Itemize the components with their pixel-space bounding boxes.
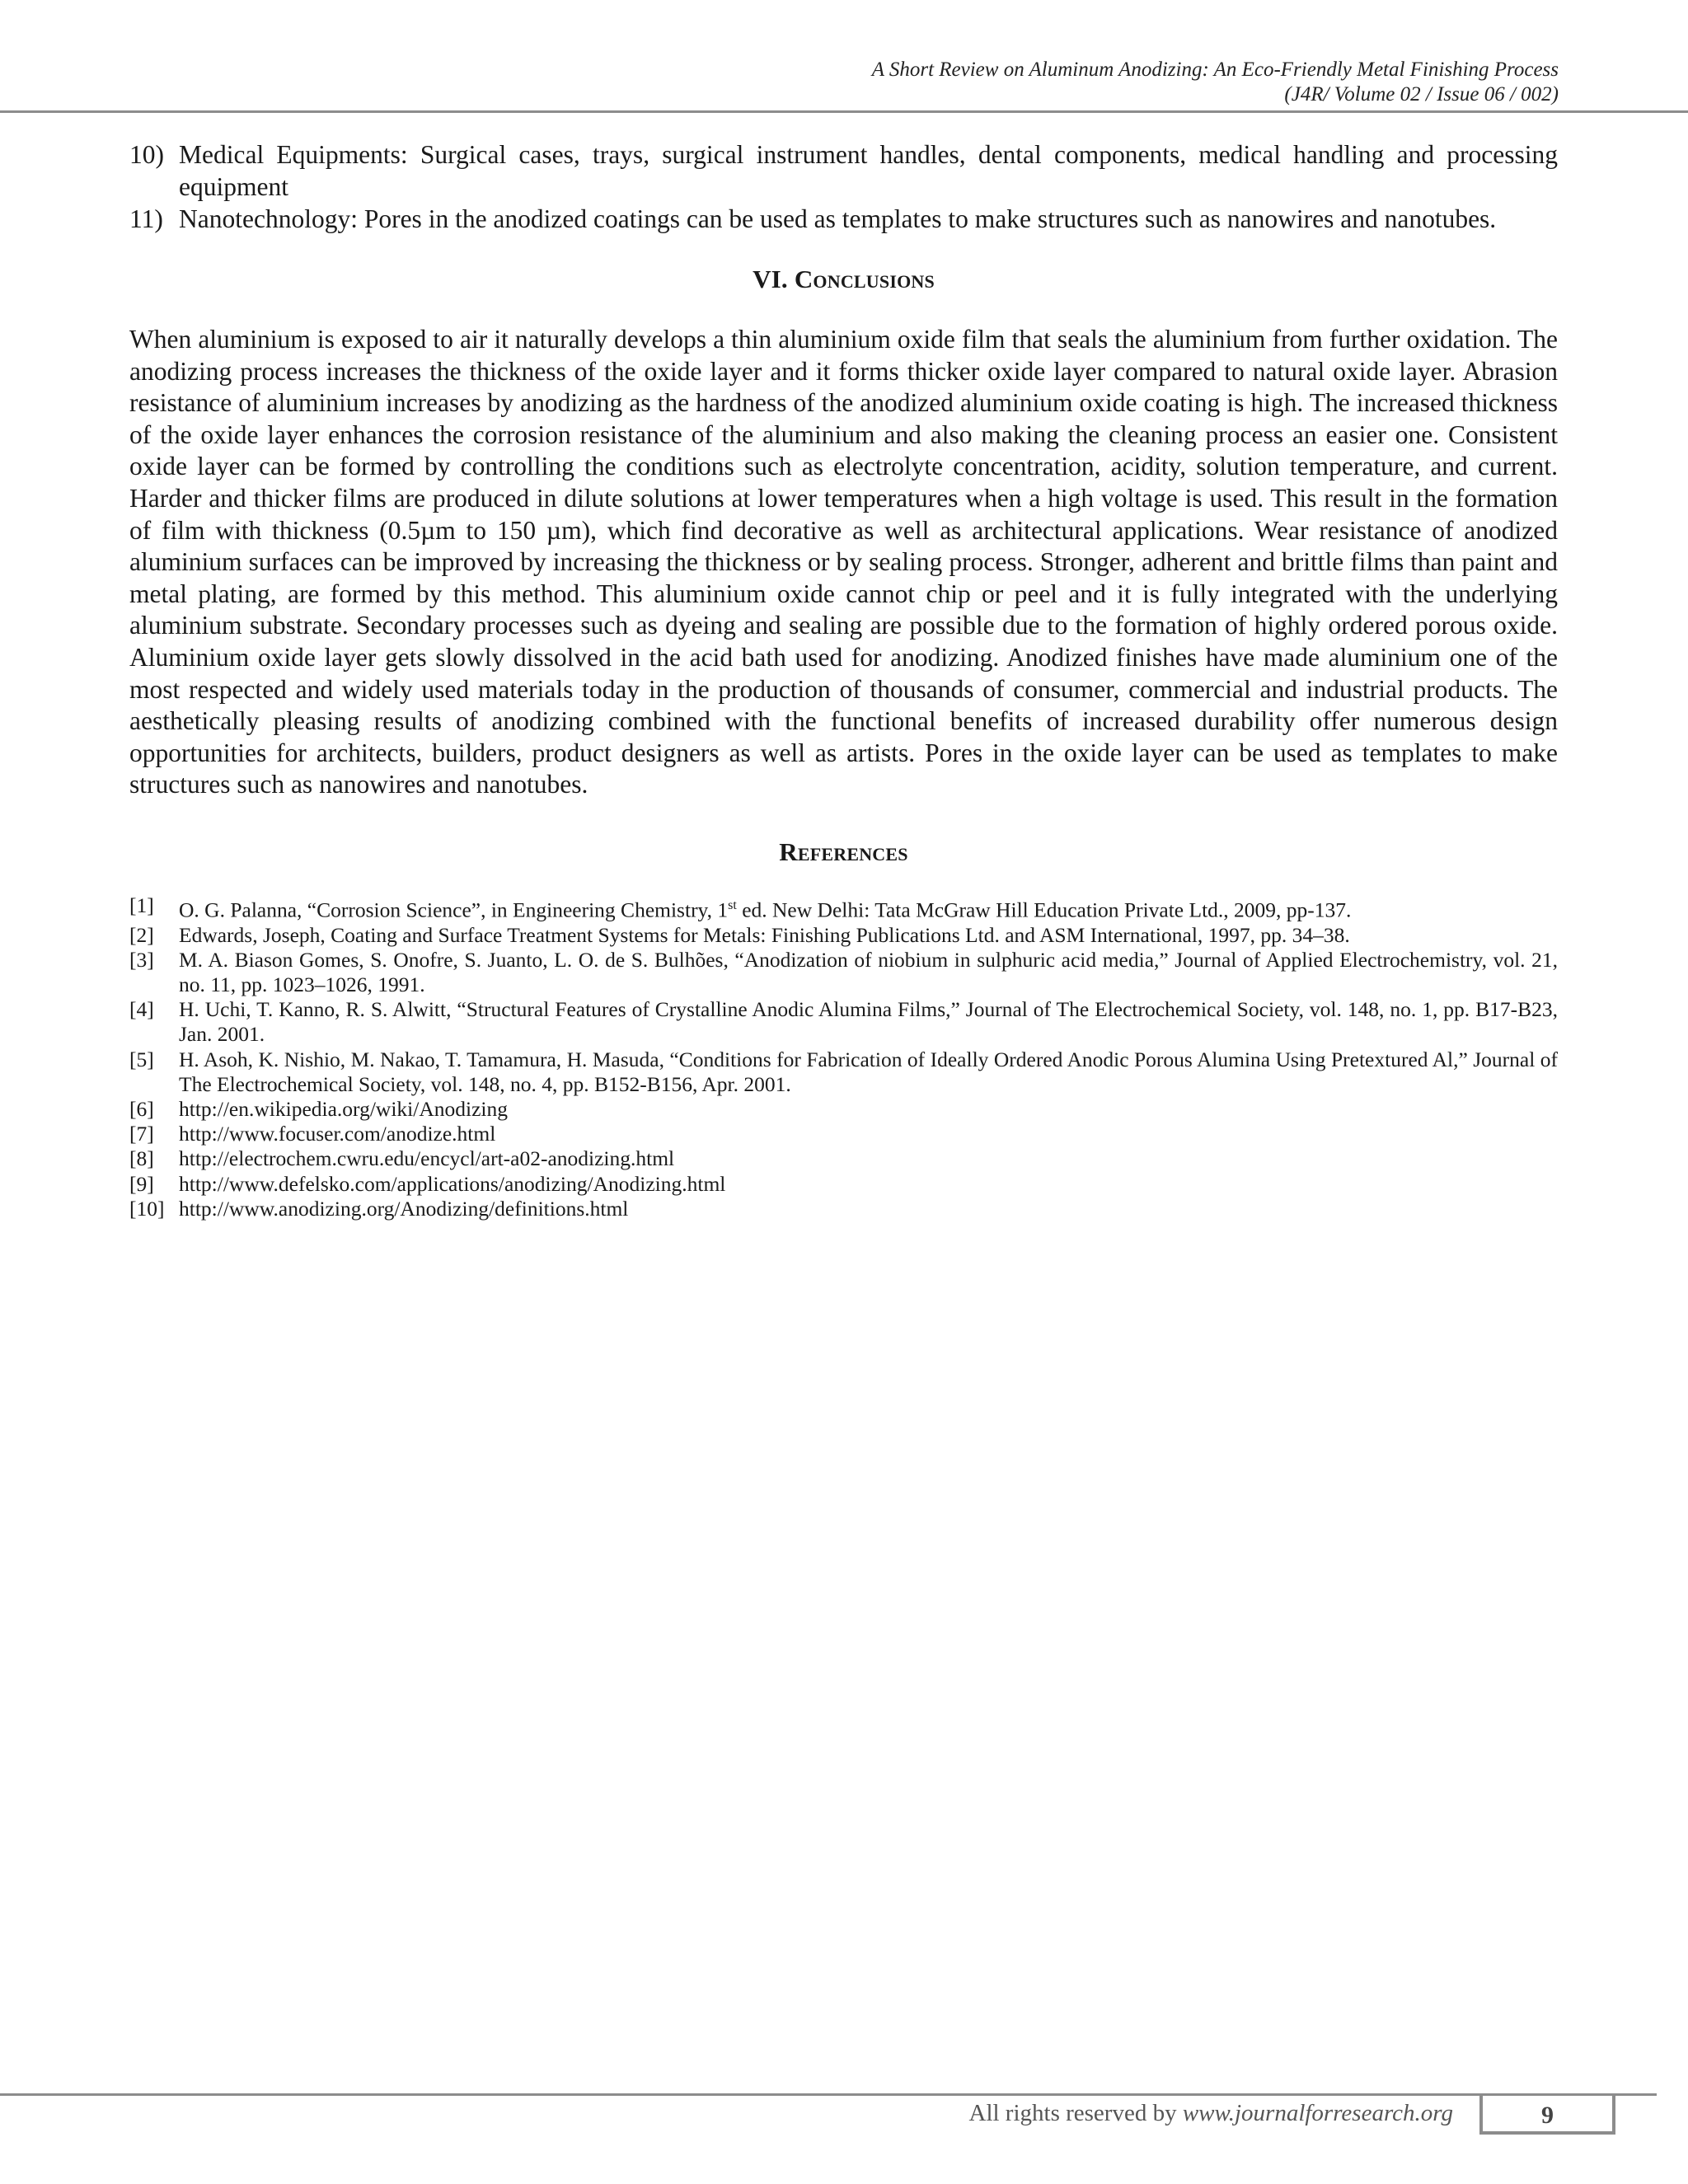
reference-item	[129, 893, 1558, 923]
applications-list	[129, 138, 1558, 235]
list-item-number: 11)	[129, 204, 163, 233]
footer-rule-tail	[1615, 2093, 1657, 2096]
footer-site-link[interactable]: www.journalforresearch.org	[1182, 2100, 1453, 2126]
reference-item	[129, 1172, 1558, 1197]
reference-item	[129, 1197, 1558, 1221]
conclusions-title: Conclusions	[794, 265, 935, 293]
reference-number: [3]	[129, 947, 154, 972]
running-header-issue: (J4R/ Volume 02 / Issue 06 / 002)	[1284, 83, 1559, 105]
conclusions-heading	[129, 263, 1558, 296]
list-item	[129, 138, 1558, 203]
reference-number: [8]	[129, 1146, 154, 1171]
reference-item	[129, 1122, 1558, 1146]
running-header	[240, 58, 1559, 107]
reference-link[interactable]: http://en.wikipedia.org/wiki/Anodizing	[179, 1097, 508, 1122]
references-heading	[129, 836, 1558, 869]
reference-number: [10]	[129, 1196, 165, 1221]
page-number: 9	[1541, 2102, 1554, 2129]
page-content	[129, 138, 1558, 1221]
reference-superscript: st	[728, 898, 737, 912]
reference-item	[129, 1097, 1558, 1122]
references-list	[129, 893, 1558, 1221]
reference-number: [9]	[129, 1171, 154, 1196]
list-item-number: 10)	[129, 140, 164, 169]
reference-item	[129, 923, 1558, 948]
footer-copyright	[969, 2100, 1454, 2127]
reference-link[interactable]: http://www.anodizing.org/Anodizing/definitions.html	[179, 1196, 629, 1221]
reference-number: [4]	[129, 997, 154, 1022]
reference-link[interactable]: http://www.focuser.com/anodize.html	[179, 1122, 496, 1146]
reference-number: [7]	[129, 1122, 154, 1146]
reference-text-part: O. G. Palanna, “Corrosion Science”, in Engineering Chemistry, 1	[179, 898, 729, 922]
reference-number: [2]	[129, 922, 154, 947]
reference-item	[129, 1146, 1558, 1171]
conclusions-paragraph: When aluminium is exposed to air it naturally develops a thin aluminium oxide film that seals the aluminium from further oxidation. The anodizing process increases the thickness of the oxide layer and it forms thicker oxide layer compared to natural oxide layer. Abrasion resistance of aluminium increases by anodizing as the hardness of the anodized aluminium oxide coating is high. The increased thickness of the oxide layer enhances the corrosion resistance of the aluminium and also making the cleaning process an easier one. Consistent oxide layer can be formed by controlling the conditions such as electrolyte concentration, acidity, solution temperature, and current. Harder and thicker films are produced in dilute solutions at lower temperatures when a high voltage is used. This result in the formation of film with thickness (0.5µm to 150 µm), which find decorative as well as architectural applications. Wear resistance of anodized aluminium surfaces can be improved by increasing the thickness or by sealing process. Stronger, adherent and brittle films than paint and metal plating, are formed by this method. This aluminium oxide cannot chip or peel and it is fully integrated with the underlying aluminium substrate. Secondary processes such as dyeing and sealing are possible due to the formation of highly ordered porous oxide. Aluminium oxide layer gets slowly dissolved in the acid bath used for anodizing. Anodized finishes have made aluminium one of the most respected and widely used materials today in the production of thousands of consumer, commercial and industrial products. The aesthetically pleasing results of anodizing combined with the functional benefits of increased durability offer numerous design opportunities for architects, builders, product designers as well as artists. Pores in the oxide layer can be used as templates to make structures such as nanowires and nanotubes.	[129, 325, 1558, 799]
reference-number: [6]	[129, 1097, 154, 1122]
conclusions-number: VI.	[753, 265, 788, 293]
reference-text: H. Asoh, K. Nishio, M. Nakao, T. Tamamura, H. Masuda, “Conditions for Fabrication of Ideally Ordered Anodic Porous Alumina Using Pretextured Al,” Journal of The Electrochemical Society, vol. 148, no. 4, pp. B152-B156, Apr. 2001.	[179, 1047, 1558, 1096]
reference-number: [5]	[129, 1047, 154, 1071]
reference-number: [1]	[129, 893, 154, 917]
footer-rights-text: All rights reserved by	[968, 2100, 1183, 2126]
reference-text-part: ed. New Delhi: Tata McGraw Hill Education Private Ltd., 2009, pp-137.	[736, 898, 1352, 922]
reference-item	[129, 948, 1558, 997]
reference-link[interactable]: http://www.defelsko.com/applications/anodizing/Anodizing.html	[179, 1171, 726, 1196]
running-header-title: A Short Review on Aluminum Anodizing: An Eco-Friendly Metal Finishing Process	[871, 59, 1559, 81]
list-item	[129, 203, 1558, 235]
reference-text: H. Uchi, T. Kanno, R. S. Alwitt, “Structural Features of Crystalline Anodic Alumina Films,” Journal of The Electrochemical Society, vol. 148, no. 1, pp. B17-B23, Jan. 2001.	[179, 997, 1558, 1047]
reference-item	[129, 1047, 1558, 1097]
reference-text: Edwards, Joseph, Coating and Surface Treatment Systems for Metals: Finishing Publications Ltd. and ASM International, 1997, pp. 34–38.	[179, 922, 1350, 947]
list-item-text: Nanotechnology: Pores in the anodized coatings can be used as templates to make structures such as nanowires and nanotubes.	[179, 204, 1497, 233]
references-title: References	[779, 837, 908, 866]
footer-rule	[0, 2093, 1615, 2096]
reference-text	[179, 893, 1558, 923]
reference-text: M. A. Biason Gomes, S. Onofre, S. Juanto, L. O. de S. Bulhões, “Anodization of niobium in sulphuric acid media,” Journal of Applied Electrochemistry, vol. 21, no. 11, pp. 1023–1026, 1991.	[179, 947, 1558, 997]
list-item-text: Medical Equipments: Surgical cases, trays, surgical instrument handles, dental components, medical handling and processing equipment	[179, 140, 1558, 201]
reference-item	[129, 997, 1558, 1047]
reference-link[interactable]: http://electrochem.cwru.edu/encycl/art-a02-anodizing.html	[179, 1146, 675, 1171]
header-rule	[0, 110, 1688, 113]
